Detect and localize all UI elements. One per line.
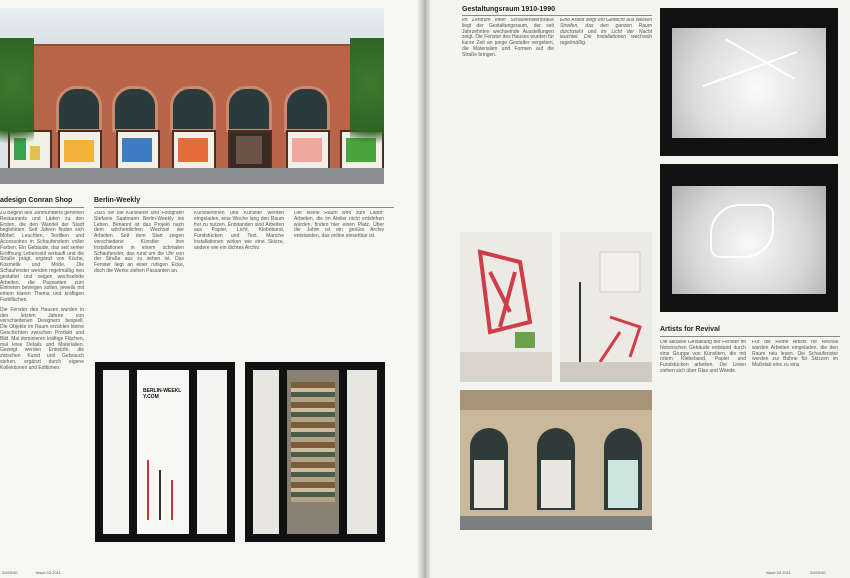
red-tape-drawing-1 <box>460 232 552 382</box>
folio-left: 20/30/40 <box>2 570 18 575</box>
berlin-weekly-col-2: Künstlerinnen und Künstler werden eingeladen, eine Woche lang den Raum frei zu nutzen. Entstanden sind Arbeiten aus Papier, Licht, Klebeband, Fundstücken und Text. Manche Installationen wirken wie eine Skizze, andere wie ein dichtes Archiv. <box>194 211 284 251</box>
red-tape-drawing-2 <box>560 232 652 382</box>
gestaltungsraum-col-1: Im Zentrum einer Schaufensterstraße liegt der Gestaltungsraum, der seit Jahrzehnten wechselnde Ausstellungen zeigt. Die Fenster des Hauses wurden für kurze Zeit an junge Gestalter vergeben, die Materialien und Formen auf die Straße bringen. <box>462 18 554 58</box>
artists-revival-col-2: Für die Reihe Artists for Revival wurden Arbeiten eingeladen, die den Raum neu lesen. Die Schaufenster werden zur Bühne für Skizzen im Maßstab eins zu eins. <box>752 340 838 369</box>
folio-right: 20/30/40 <box>810 570 826 575</box>
red-tape-installation-photo-1 <box>460 232 552 382</box>
folio-right-issue: Issue 03 2011 <box>766 570 791 575</box>
section-title-gestaltungsraum: Gestaltungsraum 1910-1990 <box>462 6 555 13</box>
historic-building-photo <box>460 390 652 530</box>
gestaltungsraum-col-2: Eine Arbeit zeigt ein Geflecht aus weißen Streifen, das den ganzen Raum durchzieht und im Licht der Nacht leuchtet. Die Installationen wechseln regelmäßig. <box>560 18 652 47</box>
window-logo-text: BERLIN-WEEKLY.COM <box>143 388 182 400</box>
archive-window-photo <box>245 362 385 542</box>
berlin-weekly-col-1: 2005 rief die Künstlerin und Fotografin Stefanie Saatmann Berlin-Weekly ins Leben. Benannt ist das Projekt nach dem wöchentlichen Wechsel der Arbeiten. Seit dem Start zeigen verschiedene Künstler ihre Installationen in einem schmalen Schaufenster, das rund um die Uhr von der Straße aus zu sehen ist. Das Fenster liegt an einer ruhigen Ecke, doch die Werke ziehen Passanten an. <box>94 211 184 274</box>
section-title-berlin-weekly: Berlin-Weekly <box>94 197 141 204</box>
conran-shop-storefront-photo <box>0 8 384 184</box>
conran-paragraph: Zu Beginn des Jahrhunderts gehörten Restaurants und Läden zu den Ersten, die den Wandel der Stadt begleiteten. Seit Jahren finden sich Möbel, Leuchten, Textilien und Accessoires in Schaufenstern voller Farben. Ein Gebäude, das seit seiner Eröffnung Lebensstil verkauft und die Straße prägt, ergänzt von Küche, Kosmetik und Mode. Die Schaufenster werden regelmäßig neu gestaltet und zeigen wechselnde Arbeiten, die Passanten zum Eintreten bewegen sollen, jeweils mit einem klaren Thema und kräftigen Farbflächen. <box>0 211 84 303</box>
red-tape-installation-photo-2 <box>560 232 652 382</box>
berlin-weekly-col-3: Der kleine Raum wird zum Labor: Arbeiten, die im Atelier nicht entstehen würden, finden hier einen Platz. Über die Jahre ist ein großes Archiv entstanden, das online einsehbar ist. <box>294 211 384 240</box>
section-title-artists-for-revival: Artists for Revival <box>660 326 720 333</box>
conran-text-column <box>0 211 84 546</box>
artists-revival-col-1: Die aktuelle Gestaltung der Fenster im historischen Gebäude entstand durch eine Gruppe von Künstlern, die mit rotem Klebeband, Papier und Fundstücken arbeiten. Die Linien ziehen sich über Glas und Wände. <box>660 340 746 374</box>
white-installation-photo-1 <box>660 8 838 156</box>
folio-left-issue: Issue 03 2011 <box>36 570 61 575</box>
conran-paragraph-2: Die Fenster des Hauses wurden in den letzten Jahren von verschiedenen Designern bespielt. Die Objekte im Raum erzählen kleine Geschichten zwischen Produkt und Bild. Mal dominieren kräftige Flächen, mal leise Details und Materialien. Gezeigt werden Entwürfe, die zwischen Kunst und Gebrauch stehen, ergänzt durch eigene Kollektionen und Editionen. <box>0 306 84 371</box>
berlin-weekly-window-photo <box>95 362 235 542</box>
right-page <box>430 0 850 578</box>
section-title-conran: adesign Conran Shop <box>0 197 73 204</box>
white-installation-photo-2 <box>660 164 838 312</box>
left-page <box>0 0 420 578</box>
